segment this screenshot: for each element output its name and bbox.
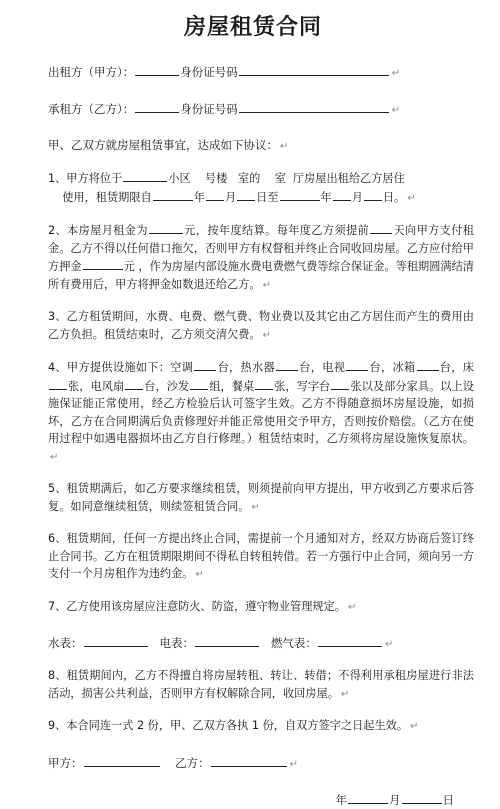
party-a-sign-label: 甲方：	[48, 755, 83, 770]
paragraph-mark-icon: ↵	[348, 601, 357, 613]
ac-count-blank[interactable]	[194, 358, 216, 371]
lessee-id-label: 身份证号码	[180, 102, 238, 116]
electric-meter-blank[interactable]	[195, 634, 259, 647]
clause-2: 2、本房屋月租金为 元，按年度结算。每年度乙方须提前 天向甲方支付租金。乙方不得以任何借口拖欠，否则甲方有权督租并终止合同收回房屋。乙方应付给甲方押金 元 ，作为房屋内部设施水费电费燃气费等综合保证金。等租期圆满结清所有费用后，甲方将押金如数退还给乙方。 ↵	[32, 221, 474, 294]
end-month-blank[interactable]	[333, 188, 351, 201]
gas-meter-blank[interactable]	[318, 634, 382, 647]
day-label: 日	[442, 792, 454, 807]
paragraph-mark-icon: ↵	[391, 105, 401, 116]
paragraph-mark-icon: ↵	[262, 279, 271, 291]
start-month-blank[interactable]	[206, 188, 224, 201]
monthly-rent-blank[interactable]	[149, 221, 183, 234]
electric-meter-label: 电表：	[159, 636, 194, 650]
sign-day-blank[interactable]	[402, 791, 442, 804]
clause-7: 7、乙方使用该房屋应注意防火、防盗，遵守物业管理规定。 ↵	[48, 599, 357, 613]
end-day-blank[interactable]	[364, 188, 382, 201]
lessor-line	[32, 63, 474, 82]
lessor-name-blank[interactable]	[135, 63, 179, 76]
bed-count-blank[interactable]	[49, 377, 67, 390]
paragraph-mark-icon: ↵	[384, 639, 394, 650]
clause-4: 4、甲方提供设施如下：空调 台，热水器 台，电视 台，冰箱 台，床张，电风扇 台，沙发 组，餐桌 张，写字台 张以及部分家具。以上设施保证能正常使用，经乙方检验后认可签字生效。乙方不得随意损坏房屋设施，如损坏，乙方在合同期满后负责修理好并能正常使用交予甲方，否则按价赔偿。（乙方在使用过程中如遇电器损坏由乙方自行修理。）租赁结束时，乙方须将房屋设施恢复原状。↵	[32, 358, 474, 466]
month-label: 月	[389, 792, 401, 807]
year-label: 年	[335, 792, 347, 807]
start-year-blank[interactable]	[153, 188, 193, 201]
clause-9: 9、本合同连一式 2 份，甲、乙双方各执 1 份，自双方签字之日起生效。 ↵	[48, 719, 419, 732]
lessee-line	[32, 100, 474, 119]
advance-days-blank[interactable]	[370, 221, 392, 234]
paragraph-mark-icon: ↵	[280, 141, 289, 152]
sign-month-blank[interactable]	[348, 791, 388, 804]
paragraph-mark-icon: ↵	[195, 569, 204, 580]
clause-5: 5、租赁期满后，如乙方要求继续租赁，则须提前向甲方提出，甲方收到乙方要求后答复。如同意继续租赁，则续签租赁合同。 ↵	[48, 482, 474, 513]
lessee-label: 承租方（乙方）：	[48, 102, 135, 116]
fan-count-blank[interactable]	[125, 377, 143, 390]
start-day-blank[interactable]	[237, 188, 255, 201]
clause-8: 8、租赁期间内，乙方不得擅自将房屋转租、转让、转借；不得利用承租房屋进行非法活动，损害公共利益，否则甲方有权解除合同，收回房屋。 ↵	[48, 669, 474, 700]
desk-count-blank[interactable]	[331, 377, 349, 390]
intro-text: 甲、乙双方就房屋租赁事宜，达成如下协议： ↵	[48, 138, 289, 152]
party-a-sign-blank[interactable]	[84, 754, 160, 767]
signing-date	[32, 791, 474, 809]
table-count-blank[interactable]	[255, 377, 273, 390]
lessee-id-blank[interactable]	[239, 100, 389, 113]
address-blank[interactable]	[123, 169, 167, 182]
water-meter-blank[interactable]	[84, 634, 148, 647]
paragraph-mark-icon: ↵	[391, 68, 401, 79]
lessor-id-label: 身份证号码	[180, 65, 238, 79]
gas-meter-label: 燃气表：	[270, 636, 317, 650]
water-meter-label: 水表：	[48, 636, 83, 650]
end-year-blank[interactable]	[280, 188, 320, 201]
paragraph-mark-icon: ↵	[410, 721, 419, 732]
clause-6: 6、租赁期间，任何一方提出终止合同，需提前一个月通知对方，经双方协商后签订终止合同书。乙方在租赁期限期间不得私自转租转借。若一方强行中止合同，须向另一方支付一个月房租作为违约金。 ↵	[48, 532, 474, 580]
paragraph-mark-icon: ↵	[251, 501, 260, 513]
lessor-id-blank[interactable]	[239, 63, 389, 76]
clause-3: 3、乙方租赁期间，水费、电费、燃气费、物业费以及其它由乙方居住而产生的费用由乙方负担。租赁结束时，乙方须交清欠费。 ↵	[48, 310, 474, 341]
sofa-count-blank[interactable]	[190, 377, 208, 390]
lessor-label: 出租方（甲方）：	[48, 65, 135, 79]
signature-line	[32, 754, 474, 773]
tv-count-blank[interactable]	[346, 358, 368, 371]
paragraph-mark-icon: ↵	[50, 451, 59, 463]
meter-readings	[32, 634, 474, 653]
paragraph-mark-icon: ↵	[340, 688, 350, 700]
paragraph-mark-icon: ↵	[289, 758, 299, 770]
paragraph-mark-icon: ↵	[262, 329, 271, 341]
paragraph-mark-icon: ↵	[407, 192, 416, 204]
lessee-name-blank[interactable]	[135, 100, 179, 113]
heater-count-blank[interactable]	[276, 358, 298, 371]
deposit-blank[interactable]	[83, 257, 123, 270]
fridge-count-blank[interactable]	[417, 358, 439, 371]
clause-1: 1、甲方将位于 小区 号楼 室的 室 厅房屋出租给乙方居住 使用，租赁期限自 年 月 日至 年 月 日。 ↵	[32, 169, 474, 207]
party-b-sign-blank[interactable]	[211, 754, 287, 767]
party-b-sign-label: 乙方：	[175, 755, 210, 770]
page-title: 房屋租赁合同	[183, 14, 322, 40]
